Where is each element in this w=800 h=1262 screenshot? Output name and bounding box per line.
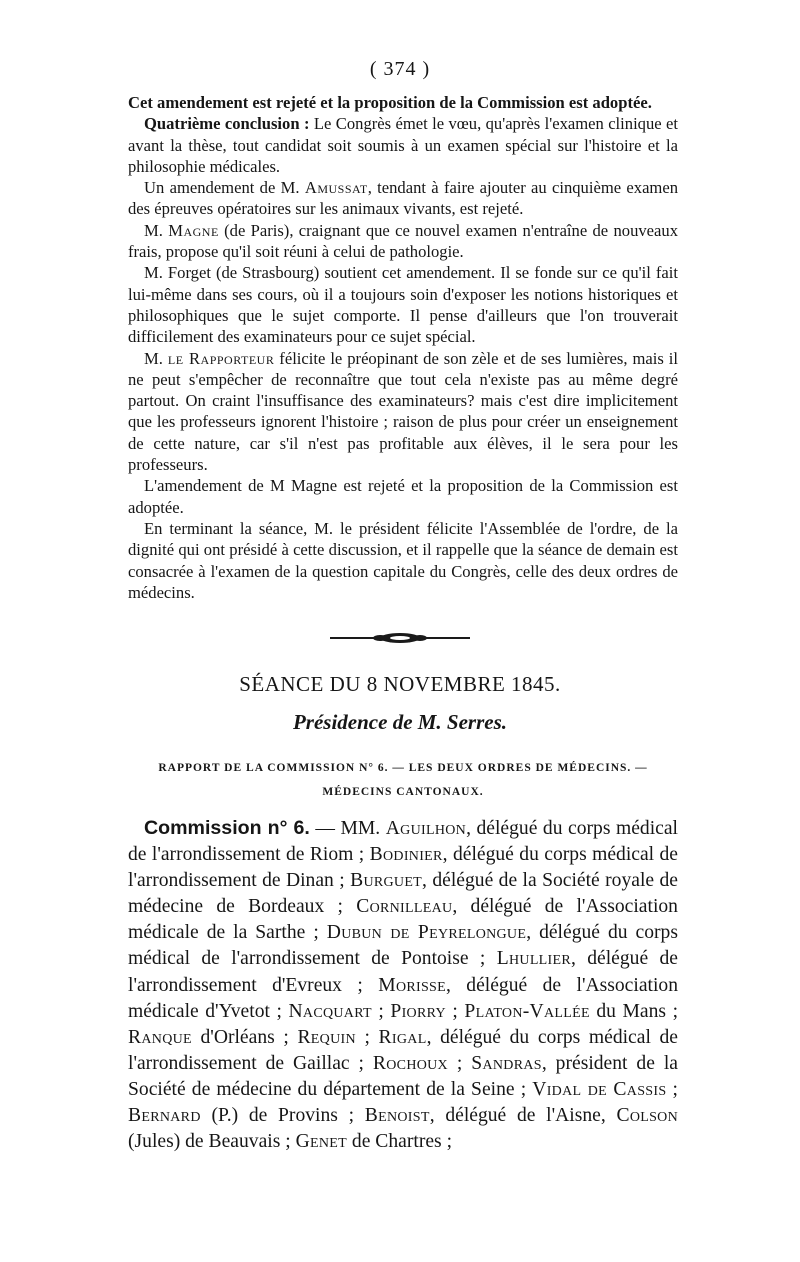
member-name: Benoist — [364, 1105, 430, 1127]
person-name: Amussat — [304, 178, 368, 198]
commission-members-block — [128, 815, 678, 1155]
paragraph-rapporteur: M. le Rapporteur félicite le préopinant de son zèle et de ses lumières, mais il ne peut s'empêcher de reconnaître que tout cela n'existe pas au même degré partout. On craint l'insuffisance des examinateurs? mais c'est dire implicitement que les professeurs ignorent l'histoire ; raison de plus pour créer un enseignement de cette nature, car s'il n'est pas profitable aux élèves, il le sera pour les professeurs. — [128, 348, 678, 475]
paragraph-commission-adopted: Cet amendement est rejeté et la proposition de la Commission est adoptée. — [128, 93, 652, 112]
member-text: ; — [447, 1052, 472, 1074]
person-name: le Rapporteur — [167, 348, 275, 368]
commission-lead: Commission n° 6. — [144, 817, 310, 839]
member-name: Colson — [616, 1105, 678, 1127]
member-name: Morisse — [378, 974, 446, 996]
member-name: Sandras — [471, 1052, 542, 1074]
member-text: ; — [445, 1000, 465, 1022]
report-heading-line-1: RAPPORT DE LA COMMISSION N° 6. — LES DEUX ORDRES DE MÉDECINS. — — [158, 762, 648, 774]
paragraph-forget-support: M. Forget (de Strasbourg) soutient cet amendement. Il se fonde sur ce qu'il fait lui-même dans ses cours, où il a toujours soin d'exposer les notions historiques et philosophiques que le sujet comporte. Il pense d'ailleurs que l'on trouverait difficilement des examinateurs pour ce sujet spécial. — [128, 263, 678, 347]
member-name: Aguilhon — [385, 818, 467, 839]
member-name: Platon-Vallée — [464, 1000, 590, 1022]
report-heading-line-2: MÉDECINS CANTONAUX. — [322, 786, 484, 798]
member-text: , délégué de l'Association médicale de la Sarthe ; — [128, 896, 678, 944]
presidency-line: Présidence de M. Serres. — [292, 710, 508, 734]
fourth-conclusion-lead: Quatrième conclusion : — [144, 114, 310, 134]
member-text: (P.) de Provins ; — [200, 1105, 365, 1127]
member-name: Cornilleau — [356, 896, 453, 918]
member-name: Dubun de Peyrelongue — [326, 922, 527, 944]
member-text: ; — [371, 1000, 391, 1022]
member-name: Bodinier — [369, 844, 443, 866]
member-text: , délégué du corps médical de l'arrondissement de Riom ; — [128, 818, 678, 866]
top-text-block — [128, 92, 678, 603]
section-divider-ornament — [330, 628, 470, 648]
commission-members-paragraph — [128, 815, 678, 1155]
page-number: ( 374 ) — [369, 58, 431, 80]
member-text: (Jules) de Beauvais ; — [128, 1131, 296, 1153]
member-name: Ranque — [128, 1026, 192, 1048]
member-name: Piorry — [390, 1000, 446, 1022]
report-heading — [128, 756, 678, 804]
member-name: Lhullier — [496, 948, 571, 970]
paragraph-amussat-amendment: Un amendement de M. Amussat, tendant à faire ajouter au cinquième examen des épreuves opératoires sur les animaux vivants, est rejeté. — [128, 178, 678, 219]
member-text: , délégué du corps médical de l'arrondissement de Pontoise ; — [128, 922, 678, 970]
member-text: de Chartres ; — [347, 1131, 453, 1153]
member-name: Bernard — [128, 1105, 201, 1127]
member-text: , président de la Société de médecine du département de la Seine ; — [128, 1052, 678, 1100]
paragraph-closing-session: En terminant la séance, M. le président félicite l'Assemblée de l'ordre, de la dignité qui ont présidé à cette discussion, et il rappelle que la séance de demain est consacrée à l'examen de la question capitale du Congrès, celle des deux ordres de médecins. — [128, 518, 678, 602]
member-text: , délégué de l'Association médicale d'Yvetot ; — [128, 974, 678, 1022]
session-heading: SÉANCE DU 8 NOVEMBRE 1845. — [239, 672, 561, 696]
member-name: Vidal de Cassis — [532, 1078, 667, 1100]
member-text: , délégué de l'arrondissement d'Evreux ; — [128, 948, 678, 996]
paragraph-magne-rejected: L'amendement de M Magne est rejeté et la proposition de la Commission est adoptée. — [128, 476, 678, 517]
member-name: Rigal — [378, 1026, 427, 1048]
member-text: d'Orléans ; — [191, 1026, 298, 1048]
member-text: ; — [355, 1026, 379, 1048]
member-name: Rochoux — [372, 1052, 448, 1074]
member-text: , délégué du corps médical de l'arrondissement de Gaillac ; — [128, 1026, 679, 1074]
member-name: Requin — [297, 1026, 356, 1048]
paragraph-fourth-conclusion: Quatrième conclusion : Le Congrès émet le vœu, qu'après l'examen clinique et avant la thèse, tout candidat soit soumis à un examen spécial sur l'histoire et la philosophie médicales. — [128, 114, 679, 176]
member-text: , délégué de la Société royale de médecine de Bordeaux ; — [128, 870, 678, 918]
member-name: Burguet — [350, 870, 423, 892]
member-text: , délégué de l'Aisne, — [429, 1105, 617, 1127]
member-text: ; — [666, 1078, 678, 1100]
member-text: , délégué du corps médical de l'arrondissement de Dinan ; — [128, 844, 678, 892]
member-name: Nacquart — [288, 1000, 372, 1022]
member-text: du Mans ; — [589, 1000, 679, 1022]
member-name: Genet — [295, 1131, 348, 1153]
paragraph-magne-proposal: M. Magne (de Paris), craignant que ce nouvel examen n'entraîne de nouveaux frais, propose qu'il soit réuni à celui de pathologie. — [128, 220, 678, 262]
person-name: Magne — [168, 220, 219, 240]
member-text: — MM. — [309, 818, 386, 839]
